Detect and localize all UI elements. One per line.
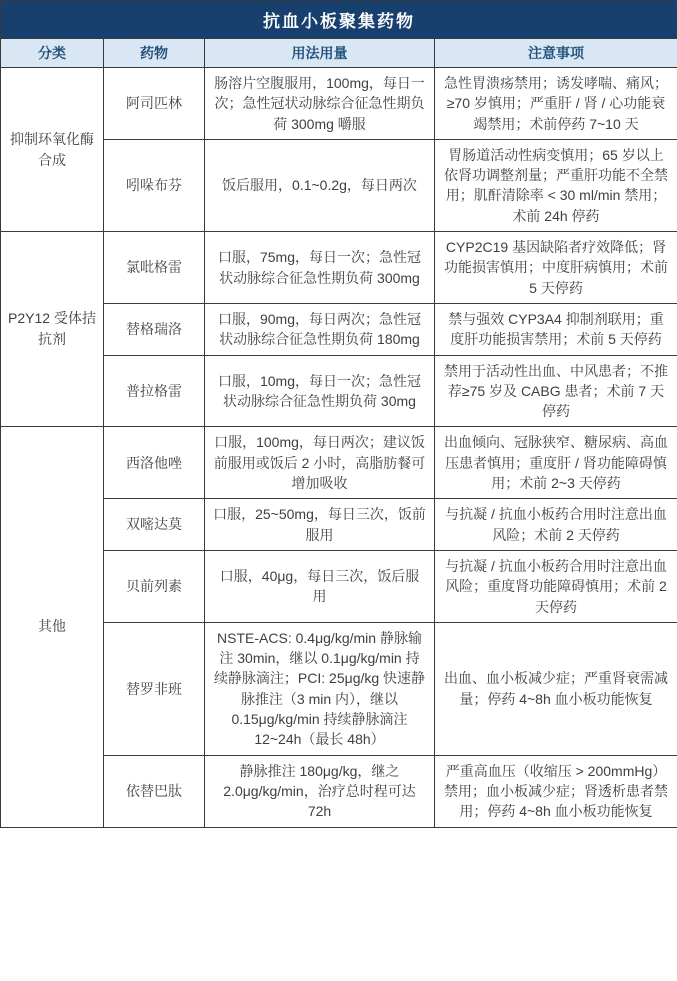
notes-cell: 禁与强效 CYP3A4 抑制剂联用；重度肝功能损害禁用；术前 5 天停药: [435, 303, 677, 355]
column-header-notes: 注意事项: [435, 39, 677, 68]
drug-name-cell: 替罗非班: [104, 622, 205, 755]
dosage-cell: 口服，90mg，每日两次；急性冠状动脉综合征急性期负荷 180mg: [205, 303, 435, 355]
drug-row: [1, 427, 677, 499]
category-cell-others: 其他: [1, 427, 104, 827]
notes-cell: 禁用于活动性出血、中风患者；不推荐≥75 岁及 CABG 患者；术前 7 天停药: [435, 355, 677, 427]
header-row: [1, 39, 677, 68]
dosage-cell: 静脉推注 180μg/kg，继之 2.0μg/kg/min，治疗总时程可达 72h: [205, 755, 435, 827]
drug-row: [1, 232, 677, 304]
dosage-cell: 口服，25~50mg，每日三次，饭前服用: [205, 499, 435, 551]
dosage-cell: 口服，100mg，每日两次；建议饭前服用或饭后 2 小时，高脂肪餐可增加吸收: [205, 427, 435, 499]
notes-cell: 严重高血压（收缩压 > 200mmHg）禁用；血小板减少症；肾透析患者禁用；停药 4~8h 血小板功能恢复: [435, 755, 677, 827]
dosage-cell: 饭后服用，0.1~0.2g，每日两次: [205, 139, 435, 231]
column-header-dosage: 用法用量: [205, 39, 435, 68]
notes-cell: 与抗凝 / 抗血小板药合用时注意出血风险；术前 2 天停药: [435, 499, 677, 551]
dosage-cell: 口服，40μg，每日三次，饭后服用: [205, 550, 435, 622]
title-row: [1, 1, 677, 39]
drug-name-cell: 贝前列素: [104, 550, 205, 622]
drug-name-cell: 替格瑞洛: [104, 303, 205, 355]
dosage-cell: 口服，75mg，每日一次；急性冠状动脉综合征急性期负荷 300mg: [205, 232, 435, 304]
notes-cell: 与抗凝 / 抗血小板药合用时注意出血风险；重度肾功能障碍慎用；术前 2 天停药: [435, 550, 677, 622]
category-cell-p2y12: P2Y12 受体拮抗剂: [1, 232, 104, 427]
page-title: 抗血小板聚集药物: [1, 1, 677, 39]
drug-name-cell: 阿司匹林: [104, 68, 205, 140]
drug-name-cell: 氯吡格雷: [104, 232, 205, 304]
drug-name-cell: 吲哚布芬: [104, 139, 205, 231]
column-header-drug: 药物: [104, 39, 205, 68]
notes-cell: 胃肠道活动性病变慎用；65 岁以上依肾功调整剂量；严重肝功能不全禁用；肌酐清除率 < 30 ml/min 禁用；术前 24h 停药: [435, 139, 677, 231]
column-header-category: 分类: [1, 39, 104, 68]
notes-cell: 出血、血小板减少症；严重肾衰需减量；停药 4~8h 血小板功能恢复: [435, 622, 677, 755]
category-cell-cox: 抑制环氧化酶合成: [1, 68, 104, 232]
dosage-cell: 口服，10mg，每日一次；急性冠状动脉综合征急性期负荷 30mg: [205, 355, 435, 427]
notes-cell: 出血倾向、冠脉狭窄、糖尿病、高血压患者慎用；重度肝 / 肾功能障碍慎用；术前 2~3 天停药: [435, 427, 677, 499]
dosage-cell: NSTE-ACS: 0.4μg/kg/min 静脉输注 30min，继以 0.1μg/kg/min 持续静脉滴注；PCI: 25μg/kg 快速静脉推注（3 min 内），继以 0.15μg/kg/min 持续静脉滴注 12~24h（最长 48h）: [205, 622, 435, 755]
notes-cell: 急性胃溃疡禁用；诱发哮喘、痛风；≥70 岁慎用；严重肝 / 肾 / 心功能衰竭禁用；术前停药 7~10 天: [435, 68, 677, 140]
drug-name-cell: 普拉格雷: [104, 355, 205, 427]
drug-name-cell: 双嘧达莫: [104, 499, 205, 551]
drug-name-cell: 依替巴肽: [104, 755, 205, 827]
notes-cell: CYP2C19 基因缺陷者疗效降低；肾功能损害慎用；中度肝病慎用；术前 5 天停药: [435, 232, 677, 304]
drug-name-cell: 西洛他唑: [104, 427, 205, 499]
drug-row: [1, 68, 677, 140]
dosage-cell: 肠溶片空腹服用，100mg，每日一次；急性冠状动脉综合征急性期负荷 300mg 嚼服: [205, 68, 435, 140]
